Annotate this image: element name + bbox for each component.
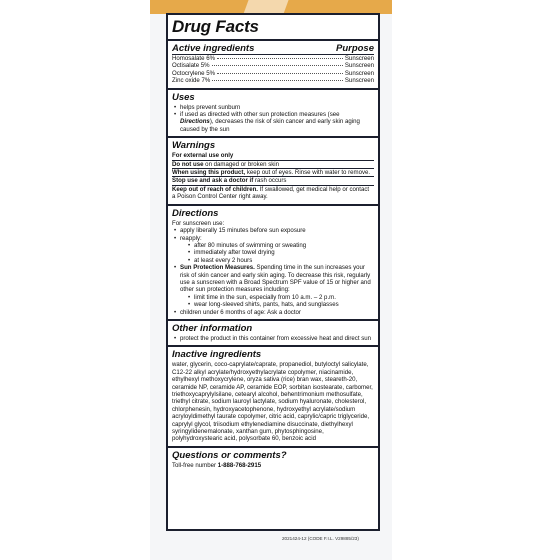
directions-heading: Directions	[172, 207, 219, 219]
warning-text: rash occurs	[253, 177, 287, 185]
ingredient-row	[172, 62, 374, 69]
warning-line	[172, 169, 374, 177]
list-item	[180, 264, 374, 308]
toll-free-label: Toll-free number	[172, 461, 218, 469]
drug-facts-title: Drug Facts	[172, 17, 259, 36]
inactive-ingredients-heading: Inactive ingredients	[172, 349, 262, 361]
reapply-text: reapply:	[180, 234, 202, 242]
reapply-sublist	[180, 242, 374, 264]
uses-heading: Uses	[172, 91, 195, 103]
list-item: • limit time in the sun, especially from 10 a.m. – 2 p.m.	[194, 294, 374, 301]
sun-protection-bold: Sun Protection Measures.	[180, 264, 255, 272]
ingredient-row	[172, 77, 374, 84]
ingredient-name: Zinc oxide 7%	[172, 77, 211, 85]
ingredient-name: Octisalate 5%	[172, 62, 210, 70]
questions-section	[168, 448, 378, 472]
directions-ref: Directions	[180, 118, 210, 126]
list-item: • helps prevent sunburn	[180, 104, 374, 111]
warning-bold: Stop use and ask a doctor if	[172, 177, 254, 185]
orange-cap-strip	[150, 0, 392, 14]
warning-line	[172, 186, 374, 201]
ingredient-name: Homosalate 6%	[172, 55, 216, 62]
leader-dots	[212, 65, 343, 66]
warning-line	[172, 161, 374, 169]
directions-list	[172, 227, 374, 316]
warning-text: keep out of eyes. Rinse with water to remove.	[245, 169, 371, 177]
uses-text: ), decreases the risk of skin cancer and early skin aging caused by the sun	[180, 118, 360, 133]
drug-facts-panel	[166, 13, 380, 531]
uses-text: if used as directed with other sun protection measures (see	[180, 111, 340, 119]
phone-number: 1-888-768-2915	[217, 461, 262, 469]
warnings-heading: Warnings	[172, 140, 216, 152]
toll-free-line	[172, 462, 374, 469]
list-item: • apply liberally 15 minutes before sun exposure	[180, 227, 374, 234]
warning-bold: Keep out of reach of children.	[172, 185, 258, 193]
warning-text: If swallowed, get medical help or contact a Poison Control Center right away.	[172, 185, 370, 201]
other-information-section	[168, 321, 378, 347]
list-item: • immediately after towel drying	[194, 249, 374, 256]
warning-bold: When using this product,	[172, 169, 246, 177]
list-item: • protect the product in this container from excessive heat and direct sun	[180, 335, 374, 342]
ingredient-row	[172, 70, 374, 77]
active-heading-row	[172, 43, 374, 55]
sun-protection-sublist	[180, 294, 374, 309]
inactive-ingredients-section	[168, 347, 378, 447]
warning-line	[172, 152, 374, 160]
ingredient-purpose: Sunscreen	[344, 62, 374, 70]
warning-text: on damaged or broken skin	[203, 160, 280, 168]
title-section	[168, 15, 378, 41]
ingredient-name: Octocrylene 5%	[172, 69, 216, 77]
warnings-section	[168, 138, 378, 205]
sun-protection-text: Spending time in the sun increases your risk of skin cancer and early skin aging. To decrease this risk, regularly use a sunscreen with a Broad Spectrum SPF value of 15 or higher and other sun protection measures including:	[180, 264, 371, 294]
uses-section	[168, 90, 378, 139]
cap-highlight	[243, 0, 288, 14]
list-item: • children under 6 months of age: Ask a doctor	[180, 309, 374, 316]
directions-section	[168, 206, 378, 321]
product-code: 2021424-12 (CODE F.I.L. V29885/23)	[282, 536, 359, 541]
ingredient-purpose: Sunscreen	[344, 69, 374, 77]
other-list	[172, 335, 374, 342]
questions-heading: Questions or comments?	[172, 449, 287, 461]
ingredient-purpose: Sunscreen	[344, 77, 374, 85]
leader-dots	[217, 58, 343, 59]
leader-dots	[217, 73, 343, 74]
warning-line	[172, 177, 374, 185]
warning-bold: Do not use	[172, 160, 204, 168]
active-ingredients-section	[168, 41, 378, 90]
list-item: • wear long-sleeved shirts, pants, hats, and sunglasses	[194, 301, 374, 308]
list-item	[180, 235, 374, 265]
other-information-heading: Other information	[172, 322, 253, 334]
purpose-heading: Purpose	[335, 43, 374, 54]
active-ingredients-heading: Active ingredients	[172, 43, 255, 54]
list-item	[180, 111, 374, 133]
uses-list	[172, 104, 374, 134]
ingredient-row	[172, 55, 374, 62]
list-item: • after 80 minutes of swimming or sweating	[194, 242, 374, 249]
ingredient-purpose: Sunscreen	[344, 55, 374, 62]
directions-intro: For sunscreen use:	[172, 219, 225, 227]
leader-dots	[212, 80, 343, 81]
inactive-ingredients-text: water, glycerin, coco-caprylate/caprate, propanediol, butyloctyl salicylate, C12-22 alkyl acrylate/hydroxyethylacrylate copolymer, niacinamide, ethylhexyl methoxycrylene, oryza sativa (rice) bran wax, steareth-20, ceramide NP, ceramide AP, ceramide EOP, sorbitan isostearate, carbomer, triethoxycaprylylsilane, cetearyl alcohol, behentrimonium methosulfate, triethyl citrate, sodium lauroyl lactylate, sodium hyaluronate, cholesterol, chlorphenesin, hydroxyacetophenone, hydroxyethyl acrylate/sodium acryloyldimethyl taurate copolymer, citric acid, caprylic/capric triglyceride, caprylyl glycol, triisodium ethylenediamine disuccinate, diethylhexyl syringylidenemalonate, xanthan gum, phytosphingosine, polyhydroxystearic acid, polysorbate 60, benzoic acid	[172, 361, 373, 443]
external-use-text: For external use only	[172, 152, 234, 160]
list-item: • at least every 2 hours	[194, 257, 374, 264]
